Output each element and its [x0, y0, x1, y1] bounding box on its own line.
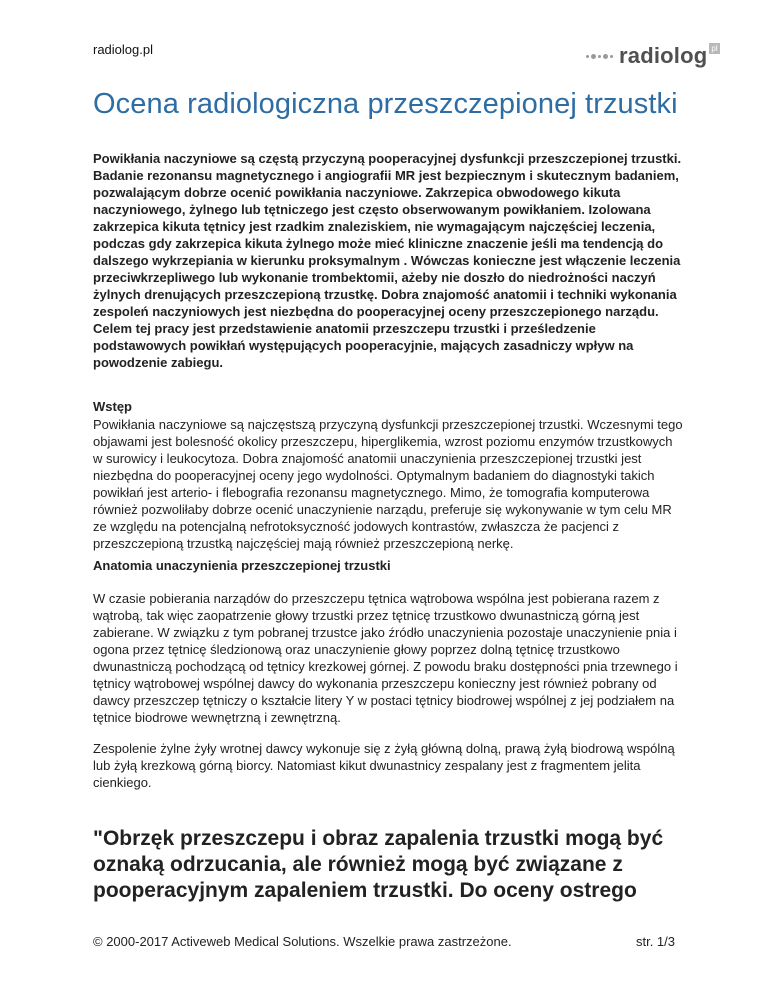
section-heading-anatomy: Anatomia unaczynienia przeszczepionej trzustki — [93, 558, 391, 573]
anatomy-paragraph-1: W czasie pobierania narządów do przeszczepu tętnica wątrobowa wspólna jest pobierana razem z wątrobą, tak więc zaopatrzenie głowy trzustki przez tętnicę trzustkowo dwunastniczą górną jest zabierane. W związku z tym pobranej trzustce jako źródło unaczynienia pozostaje unaczynienie pnia i ogona przez tętnicę śledzionową oraz unaczynienie głowy poprzez dolną tętnicę trzustkowo dwunastniczą pochodzącą od tętnicy krezkowej górnej. Z powodu braku dostępności pnia trzewnego i tętnicy wątrobowej wspólnej dawcy do wykonania przeszczepu konieczny jest również pobrany od dawcy przeszczep tętniczy o kształcie litery Y w postaci tętnicy biodrowej wspólnej z jej podziałem na tętnice biodrowe wewnętrzną i zewnętrzną. — [93, 591, 678, 725]
pull-quote: "Obrzęk przeszczepu i obraz zapalenia trzustki mogą być oznaką odrzucania, ale również mogą być związane z pooperacyjnym zapaleniem trzustki. Do oceny ostrego — [93, 827, 664, 902]
logo-text: radiolog — [619, 43, 708, 68]
logo-dots-icon — [586, 54, 615, 59]
radiolog-logo[interactable] — [586, 42, 720, 70]
site-name: radiolog.pl — [93, 42, 153, 57]
intro-paragraph: Powikłania naczyniowe są najczęstszą przyczyną dysfunkcji przeszczepionej trzustki. Wczesnymi tego objawami jest bolesność okolicy przeszczepu, hiperglikemia, wzrost poziomu enzymów trzustkowych w surowicy i leukocytoza. Dobra znajomość anatomii unaczynienia przeszczepionej trzustki jest niezbędna do pooperacyjnej oceny jego wydolności. Optymalnym badaniem do diagnostyki takich powikłań jest arterio- i flebografia rezonansu magnetycznego. Mimo, że tomografia komputerowa również pozwoliłaby dobrze ocenić unaczynienie narządu, preferuje się wykonywanie w tym celu MR ze względu na potencjalną nefrotoksyczność jodowych kontrastów, zwłaszcza że pacjenci z przeszczepioną trzustką najczęściej mają również przeszczepioną nerkę. — [93, 417, 683, 551]
footer-copyright: © 2000-2017 Activeweb Medical Solutions. Wszelkie prawa zastrzeżone. — [93, 934, 512, 949]
article-title: Ocena radiologiczna przeszczepionej trzustki — [93, 88, 678, 120]
intro-heading: Wstęp — [93, 399, 132, 414]
logo-badge: pl — [711, 43, 718, 53]
article-abstract: Powikłania naczyniowe są częstą przyczyną pooperacyjnej dysfunkcji przeszczepionej trzustki. Badanie rezonansu magnetycznego i angiografii MR jest bezpiecznym i skutecznym badaniem, pozwalającym dobrze ocenić powikłania naczyniowe. Zakrzepica obwodowego kikuta naczyniowego, żylnego lub tętniczego jest często obserwowanym powikłaniem. Izolowana zakrzepica kikuta tętnicy jest rzadkim znaleziskiem, nie wymagającym najczęściej leczenia, podczas gdy zakrzepica kikuta żylnego może mieć kliniczne znaczenie jeśli ma tendencją do dalszego wykrzepiania w kierunku proksymalnym . Wówczas konieczne jest włączenie leczenia przeciwkrzepliwego lub wykonanie trombektomii, ażeby nie doszło do niedrożności naczyń żylnych drenujących przeszczepioną trzustkę. Dobra znajomość anatomii i techniki wykonania zespoleń naczyniowych jest niezbędna do pooperacyjnej oceny przeszczepionego narządu. Celem tej pracy jest przedstawienie anatomii przeszczepu trzustki i prześledzenie podstawowych powikłań występujących pooperacyjnie, mających zasadniczy wpływ na powodzenie zabiegu. — [93, 151, 682, 370]
anatomy-paragraph-2: Zespolenie żylne żyły wrotnej dawcy wykonuje się z żyłą główną dolną, prawą żyłą biodrową wspólną lub żyłą krezkową górną biorcy. Natomiast kikut dwunastnicy zespalany jest z fragmentem jelita cienkiego. — [93, 741, 675, 790]
footer-page-number: str. 1/3 — [635, 934, 675, 949]
